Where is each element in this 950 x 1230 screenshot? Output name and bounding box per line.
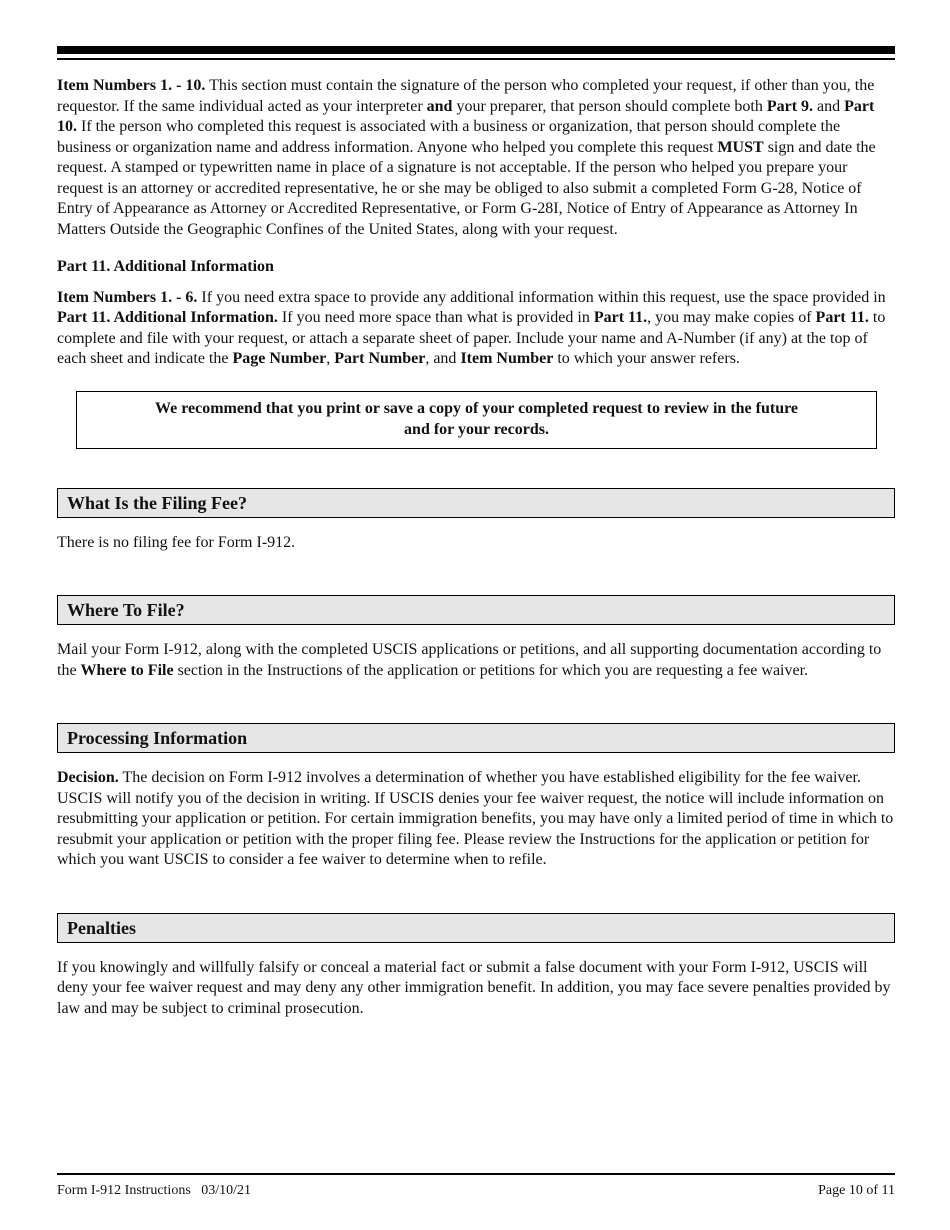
footer-page-number: Page 10 of 11 — [818, 1183, 895, 1198]
section-header-penalties: Penalties — [57, 913, 895, 943]
section-header-filing-fee: What Is the Filing Fee? — [57, 488, 895, 518]
callout-line-1: We recommend that you print or save a copy of your completed request to review in the future — [154, 399, 799, 417]
item-numbers-1-10-paragraph: Item Numbers 1. - 10. This section must contain the signature of the person who completed your request, if other than you, the requestor. If the same individual acted as your interpreter and your preparer, that person should complete both Part 9. and Part 10. If the person who completed this request is associated with a business or organization, that person should complete the business or organization name and address information. Anyone who helped you complete this request MUST sign and date the request. A stamped or typewritten name in place of a signature is not acceptable. If the person who helped you prepare your request is an attorney or accredited representative, he or she may be obliged to also submit a completed Form G-28, Notice of Entry of Appearance as Attorney or Accredited Representative, or Form G-28I, Notice of Entry of Appearance as Attorney In Matters Outside the Geographic Confines of the United States, along with your request. — [57, 77, 876, 238]
page-footer — [57, 1183, 895, 1199]
where-to-file-paragraph: Mail your Form I-912, along with the completed USCIS applications or petitions, and all supporting documentation according to the Where to File section in the Instructions of the application or petitions for which you are requesting a fee waiver. — [57, 641, 882, 679]
callout-line-2: and for your records. — [404, 420, 549, 438]
item-numbers-1-10-lead: Item Numbers 1. - 10. — [57, 77, 206, 94]
section-header-where-to-file: Where To File? — [57, 595, 895, 625]
section-header-processing-information: Processing Information — [57, 723, 895, 753]
footer-form-id: Form I-912 Instructions 03/10/21 — [57, 1183, 252, 1198]
processing-decision-paragraph: Decision. The decision on Form I-912 involves a determination of whether you have established eligibility for the fee waiver. USCIS will notify you of the decision in writing. If USCIS denies your fee waiver request, the notice will include information on resubmitting your application or petition. For certain immigration benefits, you may have only a limited period of time in which to resubmit your application or petition with the proper filing fee. Please review the Instructions for the application or petition for which you want USCIS to consider a fee waiver to determine when to refile. — [57, 769, 894, 868]
penalties-paragraph: If you knowingly and willfully falsify or conceal a material fact or submit a false document with your Form I-912, USCIS will deny your fee waiver request and may deny any other immigration benefit. In addition, you may face severe penalties provided by law and may be subject to criminal prosecution. — [57, 958, 891, 1017]
top-rule-thick — [57, 46, 895, 54]
recommendation-callout — [76, 391, 877, 449]
filing-fee-text: There is no filing fee for Form I-912. — [57, 533, 296, 551]
item-numbers-1-6-paragraph: Item Numbers 1. - 6. If you need extra space to provide any additional information within this request, use the space provided in Part 11. Additional Information. If you need more space than what is provided in Part 11., you may make copies of Part 11. to complete and file with your request, or attach a separate sheet of paper. Include your name and A-Number (if any) at the top of each sheet and indicate the Page Number, Part Number, and Item Number to which your answer refers. — [57, 288, 886, 367]
footer-rule — [57, 1173, 895, 1175]
top-rule-thin — [57, 58, 895, 60]
part-11-heading: Part 11. Additional Information — [57, 258, 274, 275]
document-page — [57, 46, 895, 1226]
